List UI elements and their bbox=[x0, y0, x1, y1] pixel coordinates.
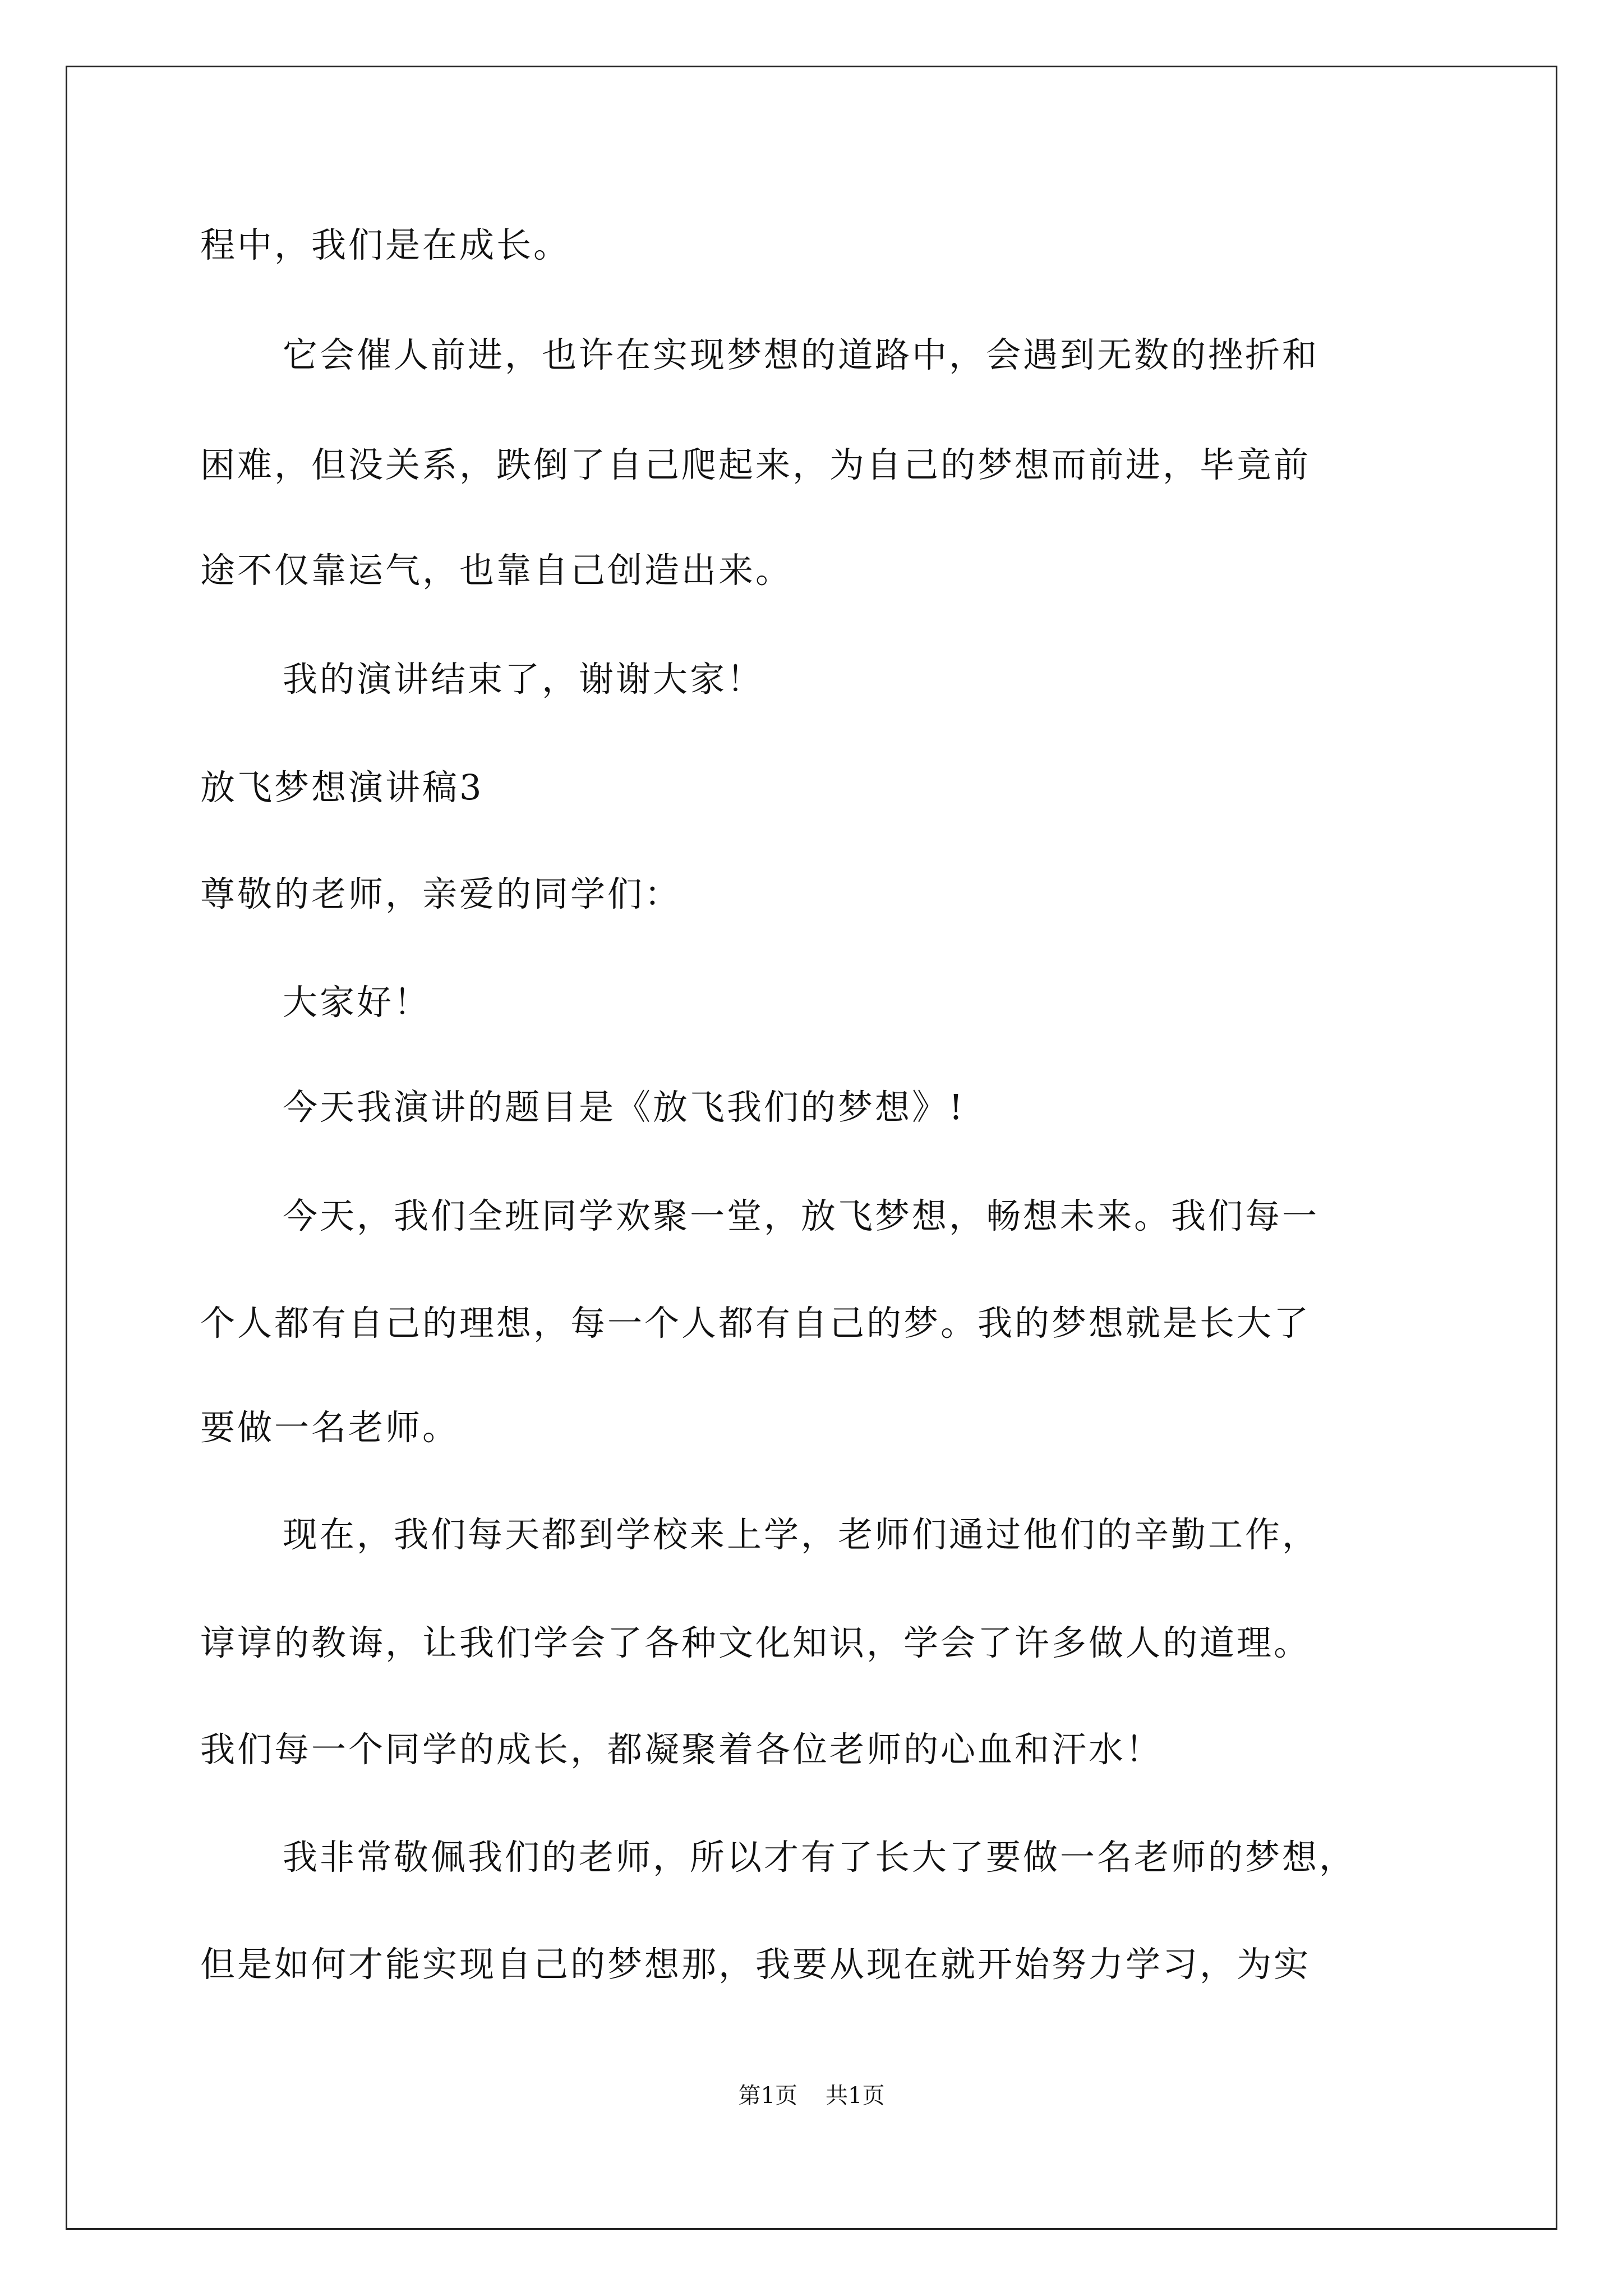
section-heading: 放飞梦想演讲稿3 bbox=[200, 767, 484, 808]
body-line-1: 程中，我们是在成长。 bbox=[200, 224, 571, 265]
body-line-5: 我的演讲结束了，谢谢大家！ bbox=[283, 659, 764, 700]
body-line-13: 现在，我们每天都到学校来上学，老师们通过他们的辛勤工作， bbox=[283, 1514, 1320, 1555]
current-page-label: 第1页 bbox=[738, 2083, 797, 2109]
body-line-4: 途不仅靠运气，也靠自己创造出来。 bbox=[200, 550, 793, 591]
greeting-line: 大家好！ bbox=[283, 982, 431, 1023]
body-line-16: 我非常敬佩我们的老师，所以才有了长大了要做一名老师的梦想， bbox=[283, 1837, 1357, 1878]
body-line-2: 它会催人前进，也许在实现梦想的道路中，会遇到无数的挫折和 bbox=[283, 334, 1320, 375]
page-border bbox=[66, 66, 1557, 2230]
body-line-14: 谆谆的教诲，让我们学会了各种文化知识，学会了许多做人的道理。 bbox=[200, 1622, 1311, 1663]
total-pages-label: 共1页 bbox=[826, 2083, 885, 2109]
body-line-17: 但是如何才能实现自己的梦想那，我要从现在就开始努力学习，为实 bbox=[200, 1944, 1311, 1985]
salutation-line: 尊敬的老师，亲爱的同学们： bbox=[200, 873, 682, 914]
body-line-10: 今天，我们全班同学欢聚一堂，放飞梦想，畅想未来。我们每一 bbox=[283, 1195, 1320, 1236]
body-line-3: 困难，但没关系，跌倒了自己爬起来，为自己的梦想而前进，毕竟前 bbox=[200, 444, 1311, 485]
page-footer bbox=[0, 2085, 1623, 2107]
body-line-9: 今天我演讲的题目是《放飞我们的梦想》! bbox=[283, 1087, 965, 1128]
body-line-12: 要做一名老师。 bbox=[200, 1407, 460, 1448]
body-line-11: 个人都有自己的理想，每一个人都有自己的梦。我的梦想就是长大了 bbox=[200, 1303, 1311, 1343]
body-line-15: 我们每一个同学的成长，都凝聚着各位老师的心血和汗水！ bbox=[200, 1729, 1163, 1770]
